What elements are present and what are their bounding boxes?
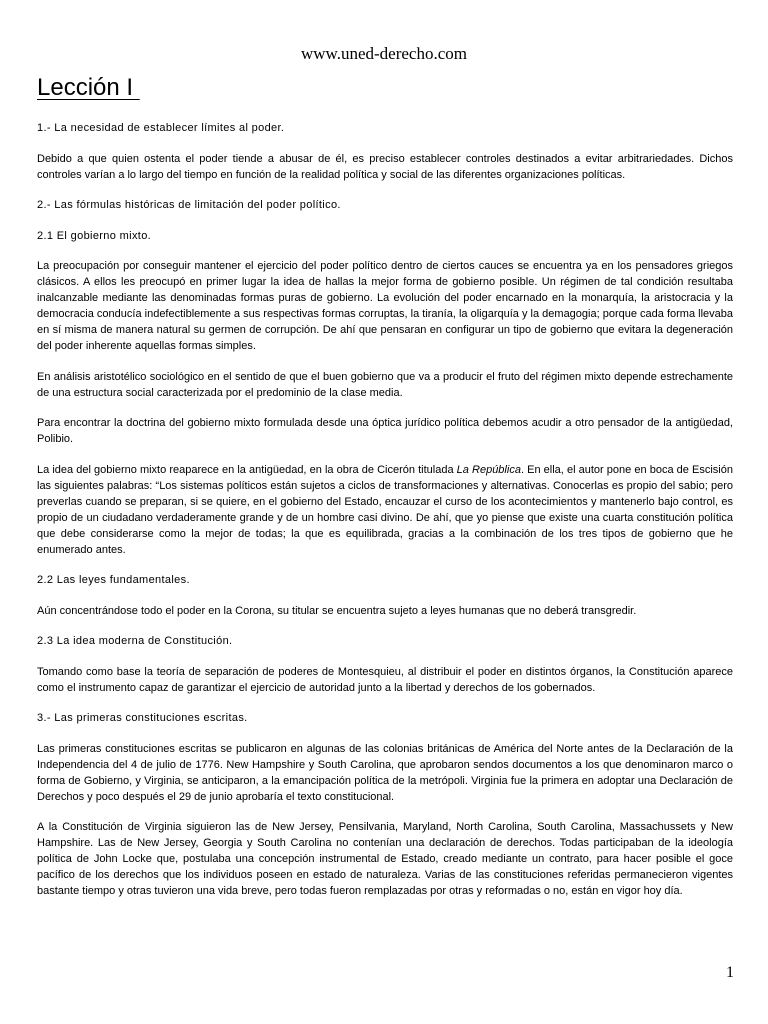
section-heading: 2.1 El gobierno mixto. [37,229,152,242]
paragraph: Las primeras constituciones escritas se publicaron en algunas de las colonias británicas de América del Norte antes de la Declaración de la Independencia del 4 de julio de 1776. New Hampshire y South Carolina, que aprobaron sendos documentos a los que denominaron marco o forma de Gobierno, y Virginia, se anticiparon, a la emancipación política de la metrópoli. Virginia fue la primera en adoptar una Declaración de Derechos y poco después el 29 de junio aprobaría el texto constitucional. [37,742,733,803]
paragraph: La preocupación por conseguir mantener el ejercicio del poder político dentro de ciertos cauces se encuentra ya en los pensadores griegos clásicos. A ellos les preocupó en primer lugar la idea de hallas la mejor forma de gobierno posible. Un régimen de tal condición resultaba inalcanzable mediante las denominadas formas puras de gobierno. La evolución del poder encarnado en la monarquía, la aristocracia y la democracia conducía indefectiblemente a sus respectivas formas corruptas, la tiranía, la oligarquía y la demagogia; porque cada forma llevaba en sí misma de manera natural su germen de corrupción. De ahí que pensaran en configurar un tipo de gobierno que evitara la degeneración del poder inherente aquellas formas simples. [37,260,733,352]
lesson-title: Lección I [37,74,140,101]
italic-title: La República [456,463,521,476]
paragraph: Aún concentrándose todo el poder en la Corona, su titular se encuentra sujeto a leyes humanas que no deberá transgredir. [37,604,637,617]
site-url: www.uned-derecho.com [301,44,467,63]
section-heading: 2.3 La idea moderna de Constitución. [37,635,233,647]
paragraph: A la Constitución de Virginia siguieron las de New Jersey, Pensilvania, Maryland, North Carolina, South Carolina, Massachussets y New Hampshire. Las de New Jersey, Georgia y South Carolina no contenían una declaración de derechos. Todas participaban de la ideología política de John Locke que, postulaba una concepción instrumental de Estado, creado mediante un contrato, para hacer posible el goce pacífico de los derechos que los individuos poseen en estado de naturaleza. Varias de las constituciones referidas permanecieron vigentes bastante tiempo y otras tuvieron una vida breve, pero todas fueron remplazadas por otras y reformadas o no, están en vigor hoy día. [37,821,733,897]
text-run: . En ella, el autor pone en boca de Escisión las siguientes palabras: “Los sistemas políticos están sujetos a ciclos de transformaciones y alternativas. Conocerlas es propio del sabio; pero preverlas cuando se preparan, si se quiere, en el gobierno del Estado, encauzar el curso de los acontecimientos y mantenerlo bajo control, es propio de un ciudadano verdaderamente grande y de un hombre casi divino. De ahí, que yo piense que existe una cuarta constitución política que debe considerarse como la mejor de todas; la que es equilibrada, gracias a la combinación de los tres tipos de gobierno que he enumerado antes. [37,463,733,556]
section-heading: 3.- Las primeras constituciones escritas. [37,712,248,724]
paragraph [37,462,733,558]
paragraph: Tomando como base la teoría de separación de poderes de Montesquieu, al distribuir el poder en distintos órganos, la Constitución aparece como el instrumento capaz de garantizar el ejercicio de autoridad junto a la libertad y derechos de los gobernados. [37,665,733,694]
section-heading: 2.2 Las leyes fundamentales. [37,574,190,586]
paragraph: Debido a que quien ostenta el poder tiende a abusar de él, es preciso establecer controles destinados a evitar arbitrariedades. Dichos controles varían a lo largo del tiempo en función de la realidad política y social de las diferentes organizaciones políticas. [37,152,733,181]
text-run: La idea del gobierno mixto reaparece en la antigüedad, en la obra de Cicerón titulada [37,463,457,476]
paragraph: Para encontrar la doctrina del gobierno mixto formulada desde una óptica jurídico política debemos acudir a otro pensador de la antigüedad, Polibio. [37,417,733,445]
paragraph: En análisis aristotélico sociológico en el sentido de que el buen gobierno que va a producir el fruto del régimen mixto depende estrechamente de una estructura social caracterizada por el predominio de la clase media. [37,370,733,399]
section-heading: 1.- La necesidad de establecer límites al poder. [37,122,285,134]
page-number: 1 [726,964,734,981]
section-heading: 2.- Las fórmulas históricas de limitación del poder político. [37,199,341,211]
document-body [37,120,733,914]
